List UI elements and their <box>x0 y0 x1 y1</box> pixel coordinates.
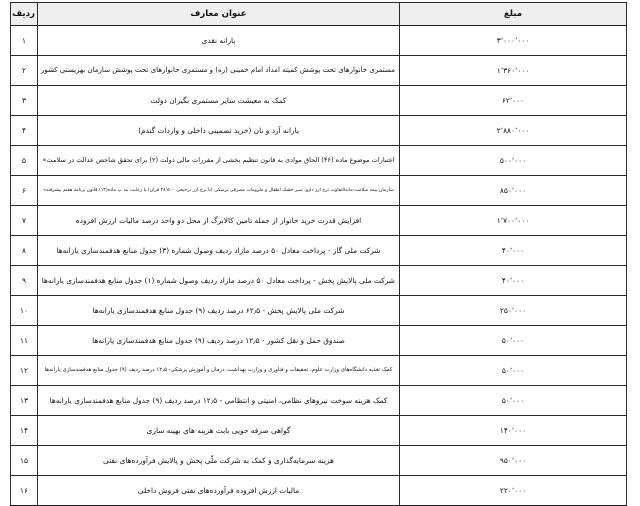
table-row <box>11 116 627 146</box>
cell-row-number: ۱۳ <box>11 386 38 416</box>
cell-row-number: ۱۶ <box>11 476 38 506</box>
table-row <box>11 236 627 266</box>
cell-amount: ۵۰٬۰۰۰ <box>400 386 627 416</box>
column-header-title: عنوان معارف <box>38 3 400 26</box>
cell-row-number: ۵ <box>11 146 38 176</box>
cell-amount: ۱۴۰٬۰۰۰ <box>400 416 627 446</box>
cell-row-number: ۱۴ <box>11 416 38 446</box>
cell-title: سازمان بیمه سلامت-مابه‌التفاوت نرخ ارز دارو، شیر خشک اطفال و ملزومات مصرفی پزشکی (تا نرخ ارز ترجیحی ۲۸٬۵۰۰ قران) با رعایت بند پ ماده(۱۳) قانون برنامه هفتم پیشرفته» <box>38 176 400 206</box>
cell-amount: ۲۵۰٬۰۰۰ <box>400 296 627 326</box>
budget-table <box>10 2 627 506</box>
cell-row-number: ۷ <box>11 206 38 236</box>
cell-title: یارانه نقدی <box>38 26 400 56</box>
cell-amount: ۲٬۸۸۰٬۰۰۰ <box>400 116 627 146</box>
table-row <box>11 56 627 86</box>
table-row <box>11 416 627 446</box>
cell-row-number: ۱۵ <box>11 446 38 476</box>
column-header-row-number: ردیف <box>11 3 38 26</box>
table-row <box>11 326 627 356</box>
cell-title: یارانه آرد و نان (خرید تضمینی داخلی و واردات گندم) <box>38 116 400 146</box>
cell-title: کمک تغذیه دانشگاه‌های وزارت علوم، تحقیقات و فناوری و وزارت بهداشت، درمان و آموزش پزشکی- ۱۲٫۵ درصد ردیف (۹) جدول منابع هدفمندسازی یارانه‌ها <box>38 356 400 386</box>
table-row <box>11 476 627 506</box>
cell-row-number: ۶ <box>11 176 38 206</box>
cell-amount: ۵۰٬۰۰۰ <box>400 326 627 356</box>
cell-title: صندوق حمل و نقل کشور - ۱۲٫۵ درصد ردیف (۹) جدول منابع هدفمندسازی یارانه‌ها <box>38 326 400 356</box>
header-row <box>11 3 627 26</box>
cell-title: گواهی صرفه جویی بابت هزینه های بهینه سازی <box>38 416 400 446</box>
cell-amount: ۳٬۰۰۰٬۰۰۰ <box>400 26 627 56</box>
column-header-amount: مبلغ <box>400 3 627 26</box>
cell-title: هزینه سرمایه‌گذاری و کمک به شرکت ملّی پخش و پالایش فرآورده‌های نفتی <box>38 446 400 476</box>
table-row <box>11 356 627 386</box>
table-header <box>11 3 627 26</box>
cell-title: مستمری خانوارهای تحت پوشش کمیته امداد امام خمینی (ره) و مستمری خانوارهای تحت پوشش سازمان بهزیستی کشور <box>38 56 400 86</box>
table-body <box>11 26 627 506</box>
cell-title: مالیات ارزش افزوده فرآورده‌های نفتی فروش داخلی <box>38 476 400 506</box>
cell-amount: ۴۰٬۰۰۰ <box>400 266 627 296</box>
cell-title: کمک هزینه سوخت نیروهای نظامی، امنیتی و انتظامی - ۱۲٫۵ درصد ردیف (۹) جدول منابع هدفمندسازی یارانه‌ها <box>38 386 400 416</box>
cell-title: شرکت ملی گاز - پرداخت معادل ۵۰ درصد مازاد ردیف وصول شماره (۳) جدول منابع هدفمندسازی یارانه‌ها <box>38 236 400 266</box>
cell-amount: ۵۰۰٬۰۰۰ <box>400 146 627 176</box>
cell-title: افزایش قدرت خرید خانوار از جمله تامین کالابرگ از محل دو واحد درصد مالیات ارزش افزوده <box>38 206 400 236</box>
table-row <box>11 146 627 176</box>
cell-title: شرکت ملی پالایش پخش - ۶۲٫۵ درصد ردیف (۹) جدول منابع هدفمندسازی یارانه‌ها <box>38 296 400 326</box>
cell-row-number: ۱۲ <box>11 356 38 386</box>
cell-amount: ۲۲۰٬۰۰۰ <box>400 476 627 506</box>
cell-amount: ۱٬۷۰۰٬۰۰۰ <box>400 206 627 236</box>
table-row <box>11 26 627 56</box>
table-row <box>11 266 627 296</box>
cell-row-number: ۱۱ <box>11 326 38 356</box>
table-row <box>11 206 627 236</box>
table-row <box>11 86 627 116</box>
cell-row-number: ۱۰ <box>11 296 38 326</box>
cell-title: کمک به معیشت سایر مستمری بگیران دولت <box>38 86 400 116</box>
table-row <box>11 386 627 416</box>
table-row <box>11 296 627 326</box>
cell-amount: ۵۰٬۰۰۰ <box>400 356 627 386</box>
cell-amount: ۶۲٬۰۰۰ <box>400 86 627 116</box>
cell-row-number: ۱ <box>11 26 38 56</box>
cell-row-number: ۸ <box>11 236 38 266</box>
cell-row-number: ۴ <box>11 116 38 146</box>
cell-row-number: ۹ <box>11 266 38 296</box>
cell-title: اعتبارات موضوع ماده (۴۶) الحاق موادی به قانون تنظیم بخشی از مقررات مالی دولت (۲) برای تحقق شاخص عدالت در سلامت» <box>38 146 400 176</box>
table-row <box>11 176 627 206</box>
cell-amount: ۹۵۰٬۰۰۰ <box>400 446 627 476</box>
cell-amount: ۴۰٬۰۰۰ <box>400 236 627 266</box>
cell-row-number: ۲ <box>11 56 38 86</box>
cell-title: شرکت ملی پالایش پخش - پرداخت معادل ۵۰ درصد مازاد ردیف وصول شماره (۱) جدول منابع هدفمندسازی یارانه‌ها <box>38 266 400 296</box>
cell-row-number: ۳ <box>11 86 38 116</box>
table-row <box>11 446 627 476</box>
cell-amount: ۱٬۳۶۰٬۰۰۰ <box>400 56 627 86</box>
cell-amount: ۸۵۰٬۰۰۰ <box>400 176 627 206</box>
